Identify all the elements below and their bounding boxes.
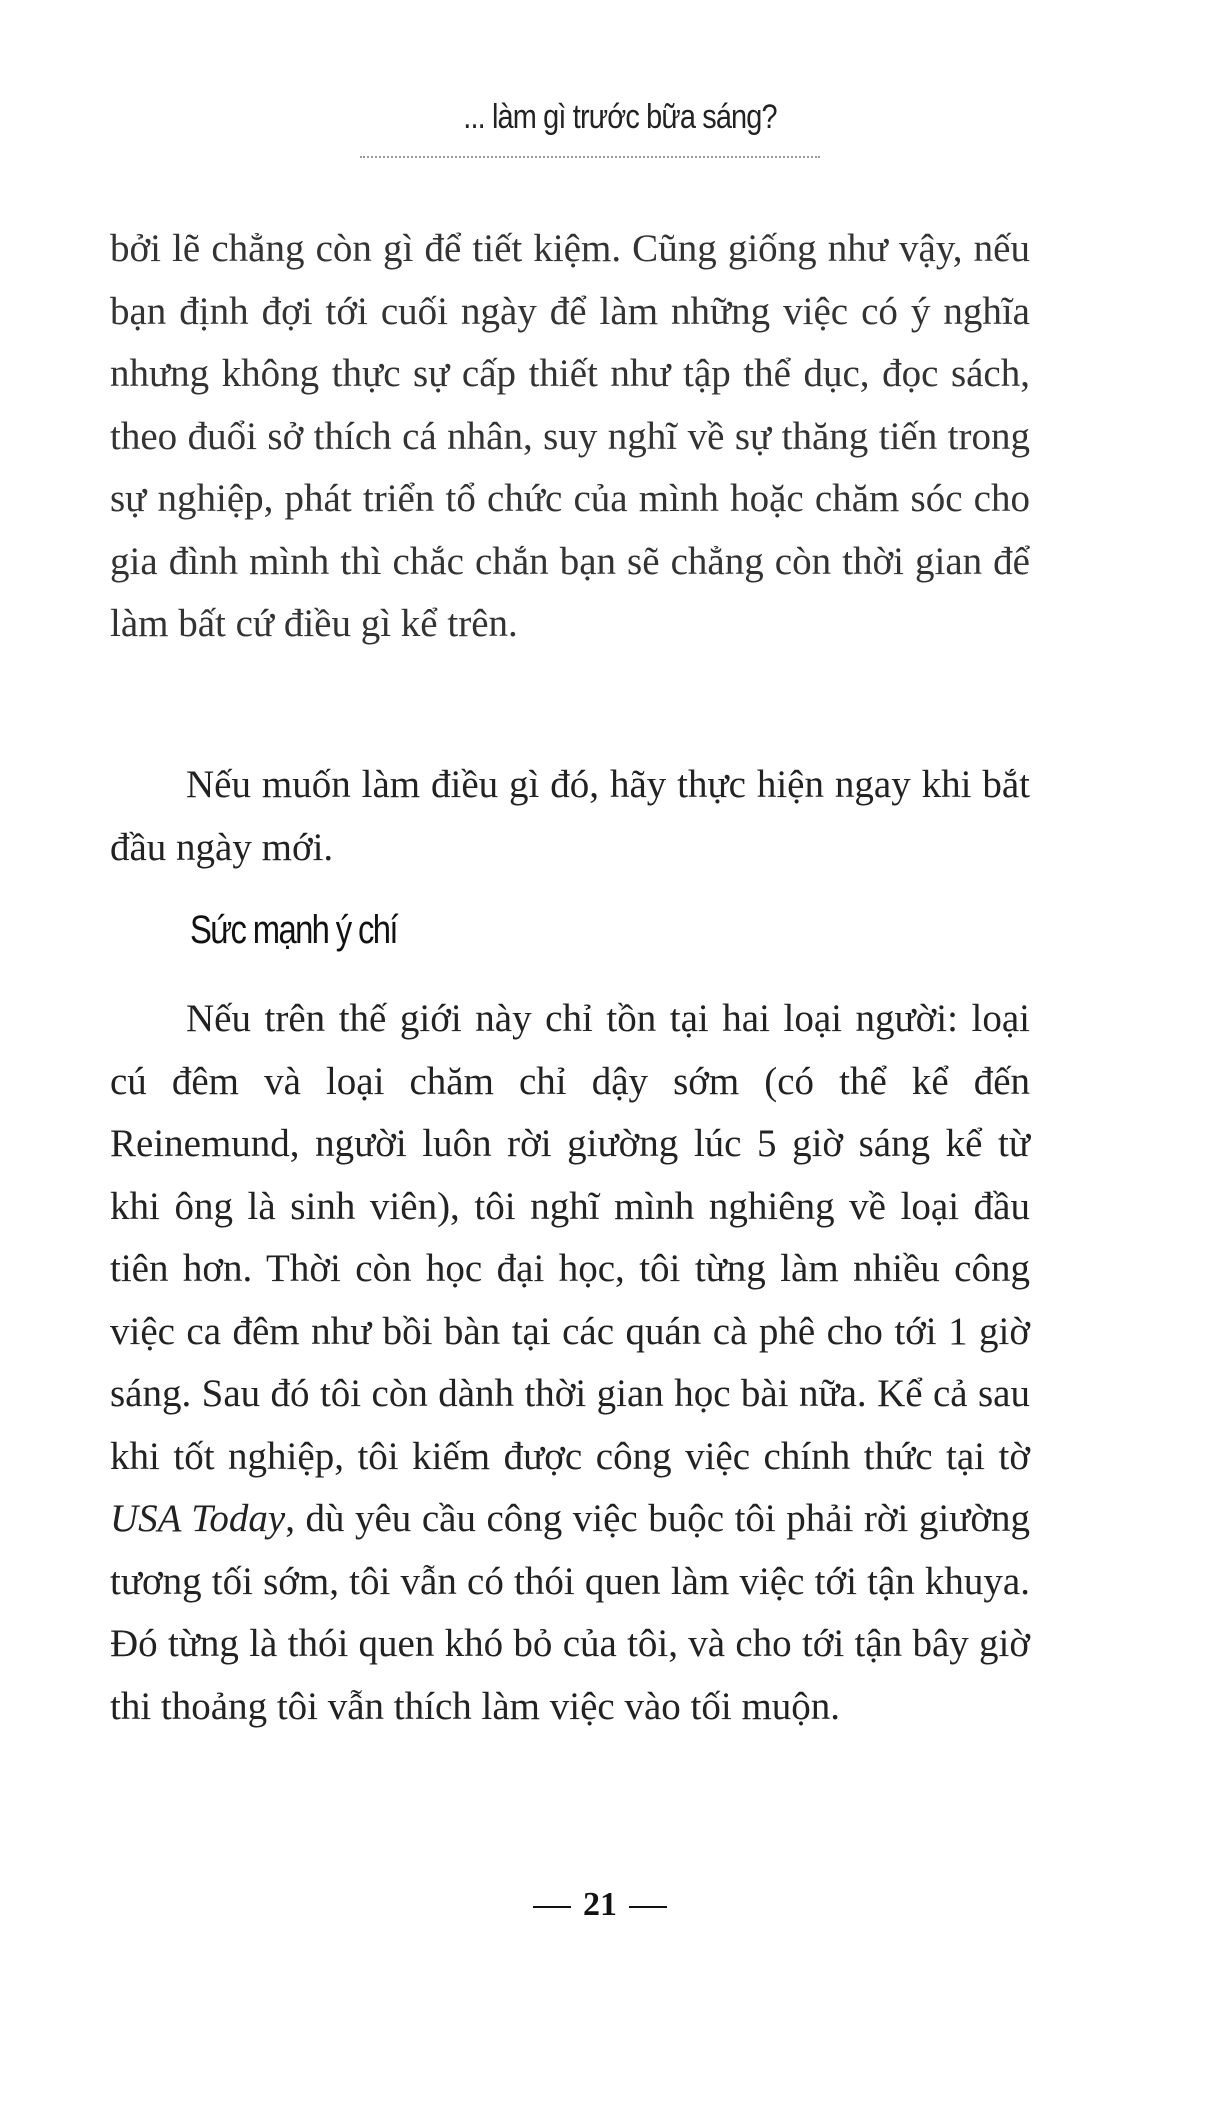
advice-paragraph-block xyxy=(110,754,1030,879)
folio-dash-right xyxy=(629,1906,667,1908)
paragraph: Nếu muốn làm điều gì đó, hãy thực hiện ngay khi bắt đầu ngày mới. xyxy=(110,763,1030,869)
paragraph: bởi lẽ chẳng còn gì để tiết kiệm. Cũng giống như vậy, nếu bạn định đợi tới cuối ngày để làm những việc có ý nghĩa nhưng không thực sự cấp thiết như tập thể dục, đọc sách, theo đuổi sở thích cá nhân, suy nghĩ về sự thăng tiến trong sự nghiệp, phát triển tổ chức của mình hoặc chăm sóc cho gia đình mình thì chắc chắn bạn sẽ chẳng còn thời gian để làm bất cứ điều gì kể trên. xyxy=(110,227,1030,645)
running-header: ... làm gì trước bữa sáng? xyxy=(463,98,777,136)
newspaper-title: USA Today xyxy=(110,1497,286,1540)
continued-paragraph-block xyxy=(110,218,1030,656)
page-number-value: 21 xyxy=(583,1886,617,1923)
page-number xyxy=(500,1886,700,1924)
folio-dash-left xyxy=(533,1906,571,1908)
header-dotted-rule xyxy=(360,156,820,158)
section-heading: Sức mạnh ý chí xyxy=(190,908,397,952)
paragraph-text: , dù yêu cầu công việc buộc tôi phải rời giường tương tối sớm, tôi vẫn có thói quen làm việc tới tận khuya. Đó từng là thói quen khó bỏ của tôi, và cho tới tận bây giờ thi thoảng tôi vẫn thích làm việc vào tối muộn. xyxy=(110,1497,1030,1728)
paragraph xyxy=(110,988,1030,1738)
section-paragraph-block xyxy=(110,988,1030,1738)
paragraph-text: Nếu trên thế giới này chỉ tồn tại hai loại người: loại cú đêm và loại chăm chỉ dậy sớm (có thể kể đến Reinemund, người luôn rời giường lúc 5 giờ sáng kể từ khi ông là sinh viên), tôi nghĩ mình nghiêng về loại đầu tiên hơn. Thời còn học đại học, tôi từng làm nhiều công việc ca đêm như bồi bàn tại các quán cà phê cho tới 1 giờ sáng. Sau đó tôi còn dành thời gian học bài nữa. Kể cả sau khi tốt nghiệp, tôi kiếm được công việc chính thức tại tờ xyxy=(110,997,1030,1478)
